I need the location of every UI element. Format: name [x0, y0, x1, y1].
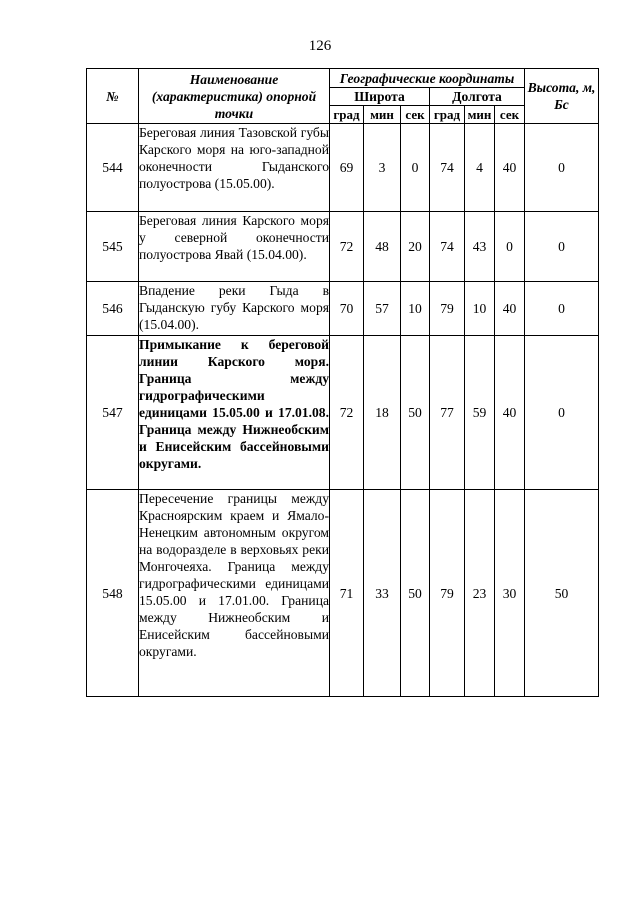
- lon-deg: 77: [430, 336, 465, 490]
- lon-deg: 79: [430, 490, 465, 697]
- lat-deg: 72: [330, 336, 364, 490]
- row-number: 547: [87, 336, 139, 490]
- header-lat-deg: град: [330, 106, 364, 124]
- lat-sec: 20: [401, 212, 430, 282]
- lat-min: 33: [364, 490, 401, 697]
- height-value: 50: [525, 490, 599, 697]
- lat-deg: 69: [330, 124, 364, 212]
- row-number: 548: [87, 490, 139, 697]
- lat-deg: 72: [330, 212, 364, 282]
- lon-sec: 0: [495, 212, 525, 282]
- lon-deg: 79: [430, 282, 465, 336]
- point-name: Береговая линия Карского моря у северной оконечности полуострова Явай (15.04.00).: [139, 212, 330, 282]
- lat-sec: 50: [401, 490, 430, 697]
- table-row: [87, 124, 599, 212]
- header-longitude: Долгота: [430, 88, 525, 106]
- header-lon-sec: сек: [495, 106, 525, 124]
- header-name: Наименование (характеристика) опорной точки: [139, 69, 330, 124]
- height-value: 0: [525, 282, 599, 336]
- height-value: 0: [525, 212, 599, 282]
- row-number: 546: [87, 282, 139, 336]
- header-number: №: [87, 69, 139, 124]
- lon-deg: 74: [430, 124, 465, 212]
- lon-min: 43: [465, 212, 495, 282]
- height-value: 0: [525, 124, 599, 212]
- header-lat-min: мин: [364, 106, 401, 124]
- lat-min: 57: [364, 282, 401, 336]
- table-row: [87, 336, 599, 490]
- coordinates-table: [86, 68, 599, 697]
- lat-min: 18: [364, 336, 401, 490]
- table-row: [87, 212, 599, 282]
- header-height: Высота, м, Бс: [525, 69, 599, 124]
- row-number: 545: [87, 212, 139, 282]
- header-latitude: Широта: [330, 88, 430, 106]
- point-name: Впадение реки Гыда в Гыданскую губу Карского моря (15.04.00).: [139, 282, 330, 336]
- lon-sec: 40: [495, 336, 525, 490]
- lon-min: 10: [465, 282, 495, 336]
- lon-sec: 40: [495, 282, 525, 336]
- header-coordinates: Географические координаты: [330, 69, 525, 88]
- page-number: 126: [308, 38, 332, 54]
- point-name: Береговая линия Тазовской губы Карского моря на юго-западной оконечности Гыданского полуострова (15.05.00).: [139, 124, 330, 212]
- lat-min: 3: [364, 124, 401, 212]
- header-lon-min: мин: [465, 106, 495, 124]
- point-name: Примыкание к береговой линии Карского моря. Граница между гидрографическими единицами 15.05.00 и 17.01.08. Граница между Нижнеобским и Енисейским бассейновыми округами.: [139, 336, 330, 490]
- lat-deg: 71: [330, 490, 364, 697]
- row-number: 544: [87, 124, 139, 212]
- lon-min: 23: [465, 490, 495, 697]
- lon-sec: 30: [495, 490, 525, 697]
- lon-min: 59: [465, 336, 495, 490]
- header-lon-deg: град: [430, 106, 465, 124]
- header-lat-sec: сек: [401, 106, 430, 124]
- table-row: [87, 282, 599, 336]
- lat-sec: 10: [401, 282, 430, 336]
- lat-min: 48: [364, 212, 401, 282]
- lat-sec: 50: [401, 336, 430, 490]
- lon-sec: 40: [495, 124, 525, 212]
- lat-sec: 0: [401, 124, 430, 212]
- lon-deg: 74: [430, 212, 465, 282]
- table-row: [87, 490, 599, 697]
- lon-min: 4: [465, 124, 495, 212]
- point-name: Пересечение границы между Красноярским краем и Ямало-Ненецким автономным округом на водоразделе в верховьях реки Монгочеяха. Граница между гидрографическими единицами 15.05.00 и 17.01.00. Граница между Нижнеобским и Енисейским бассейновыми округами.: [139, 490, 330, 697]
- lat-deg: 70: [330, 282, 364, 336]
- height-value: 0: [525, 336, 599, 490]
